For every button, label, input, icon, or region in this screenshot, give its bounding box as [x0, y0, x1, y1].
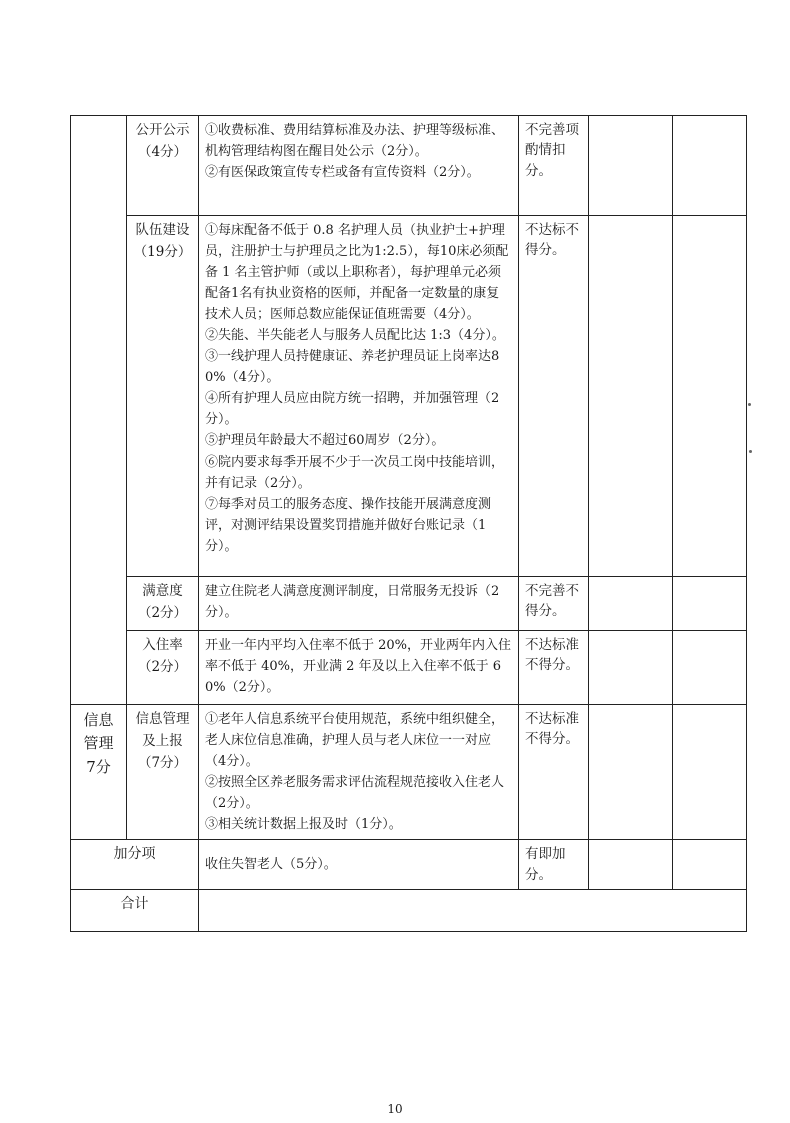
content-cell	[199, 116, 519, 216]
total-label: 合计	[71, 889, 199, 931]
item-points: （2分）	[137, 658, 188, 675]
evaluation-table	[70, 115, 747, 932]
table-row	[71, 705, 747, 840]
item-cell	[127, 216, 199, 577]
remark-cell	[673, 116, 747, 216]
rule-cell: 不达标不得分。	[519, 216, 589, 577]
bonus-label: 加分项	[71, 840, 199, 890]
rule-cell: 不完善项酌情扣分。	[519, 116, 589, 216]
item-name: 满意度	[142, 583, 183, 599]
content-line: ②失能、半失能老人与服务人员配比达 1:3（4分）。	[205, 328, 505, 344]
rule-cell: 有即加分。	[519, 840, 589, 890]
score-cell	[589, 577, 673, 631]
item-points: （4分）	[137, 143, 188, 160]
table-row	[71, 216, 747, 577]
remark-cell	[673, 216, 747, 577]
rule-cell: 不达标准不得分。	[519, 631, 589, 705]
content-cell	[199, 631, 519, 705]
content-line: ⑥院内要求每季开展不少于一次员工岗中技能培训，并有记录（2分）。	[205, 454, 505, 491]
content-line: ④所有护理人员应由院方统一招聘，并加强管理（2分）。	[205, 391, 500, 428]
content-line: ①收费标准、费用结算标准及办法、护理等级标准、机构管理结构图在醒目处公示（2分）。	[205, 123, 505, 160]
score-cell	[589, 631, 673, 705]
content-cell	[199, 577, 519, 631]
category-label: 信息	[83, 711, 114, 729]
rule-cell: 不达标准不得分。	[519, 705, 589, 840]
content-cell	[199, 216, 519, 577]
remark-cell	[673, 705, 747, 840]
score-cell	[589, 705, 673, 840]
score-cell	[589, 216, 673, 577]
content-line: ①每床配备不低于 0.8 名护理人员（执业护士+护理员，注册护士与护理员之比为1:2.5），每10床必须配备 1 名主管护师（或以上职称者），每护理单元必须配备1名有执业资格的医师，并配备一定数量的康复技术人员；医师总数应能保证值班需要（4分）。	[205, 223, 509, 323]
category-label: 管理	[83, 734, 114, 753]
page-number: 10	[387, 1102, 403, 1116]
item-cell	[127, 577, 199, 631]
item-points: （7分）	[137, 754, 188, 771]
item-cell	[127, 116, 199, 216]
scan-speck	[748, 403, 751, 406]
content-line: ①老年人信息系统平台使用规范，系统中组织健全，老人床位信息准确，护理人员与老人床位一一对应（4分）。	[205, 712, 505, 770]
category-cell-continued	[71, 116, 127, 705]
content-cell	[199, 705, 519, 840]
item-cell	[127, 631, 199, 705]
content-line: ②有医保政策宣传专栏或备有宣传资料（2分）。	[205, 165, 480, 181]
content-cell	[199, 840, 519, 890]
content-line: ③相关统计数据上报及时（1分）。	[205, 817, 402, 833]
item-name: 入住率	[142, 637, 183, 653]
remark-cell	[673, 577, 747, 631]
content-line: ②按照全区养老服务需求评估流程规范接收入住老人（2分）。	[205, 775, 505, 812]
item-name: 及上报	[142, 732, 183, 749]
remark-cell	[673, 631, 747, 705]
table-row	[71, 840, 747, 890]
item-name: 队伍建设	[135, 222, 190, 238]
table-row	[71, 631, 747, 705]
category-points: 7分	[86, 757, 111, 776]
content-line: ⑤护理员年龄最大不超过60周岁（2分）。	[205, 433, 445, 449]
item-name: 公开公示	[135, 122, 190, 138]
content-line: ③一线护理人员持健康证、养老护理员证上岗率达80%（4分）。	[205, 349, 500, 386]
score-cell	[589, 116, 673, 216]
item-cell	[127, 705, 199, 840]
remark-cell	[673, 840, 747, 890]
item-name: 信息管理	[135, 711, 190, 727]
table-row	[71, 577, 747, 631]
item-points: （2分）	[137, 604, 188, 621]
table-row	[71, 889, 747, 931]
item-points: （19分）	[133, 243, 192, 260]
total-value-cell	[199, 889, 747, 931]
rule-cell: 不完善不得分。	[519, 577, 589, 631]
content-line: 收住失智老人（5分）。	[205, 857, 337, 872]
score-cell	[589, 840, 673, 890]
table-row	[71, 116, 747, 216]
content-line: 开业一年内平均入住率不低于 20%，开业两年内入住率不低于 40%，开业满 2 年及以上入住率不低于 60%（2分）。	[205, 638, 512, 696]
content-line: 建立住院老人满意度测评制度，日常服务无投诉（2分）。	[205, 584, 500, 621]
scan-speck	[749, 450, 752, 453]
content-line: ⑦每季对员工的服务态度、操作技能开展满意度测评，对测评结果设置奖罚措施并做好台账记录（1分）。	[205, 496, 492, 554]
category-cell	[71, 705, 127, 840]
